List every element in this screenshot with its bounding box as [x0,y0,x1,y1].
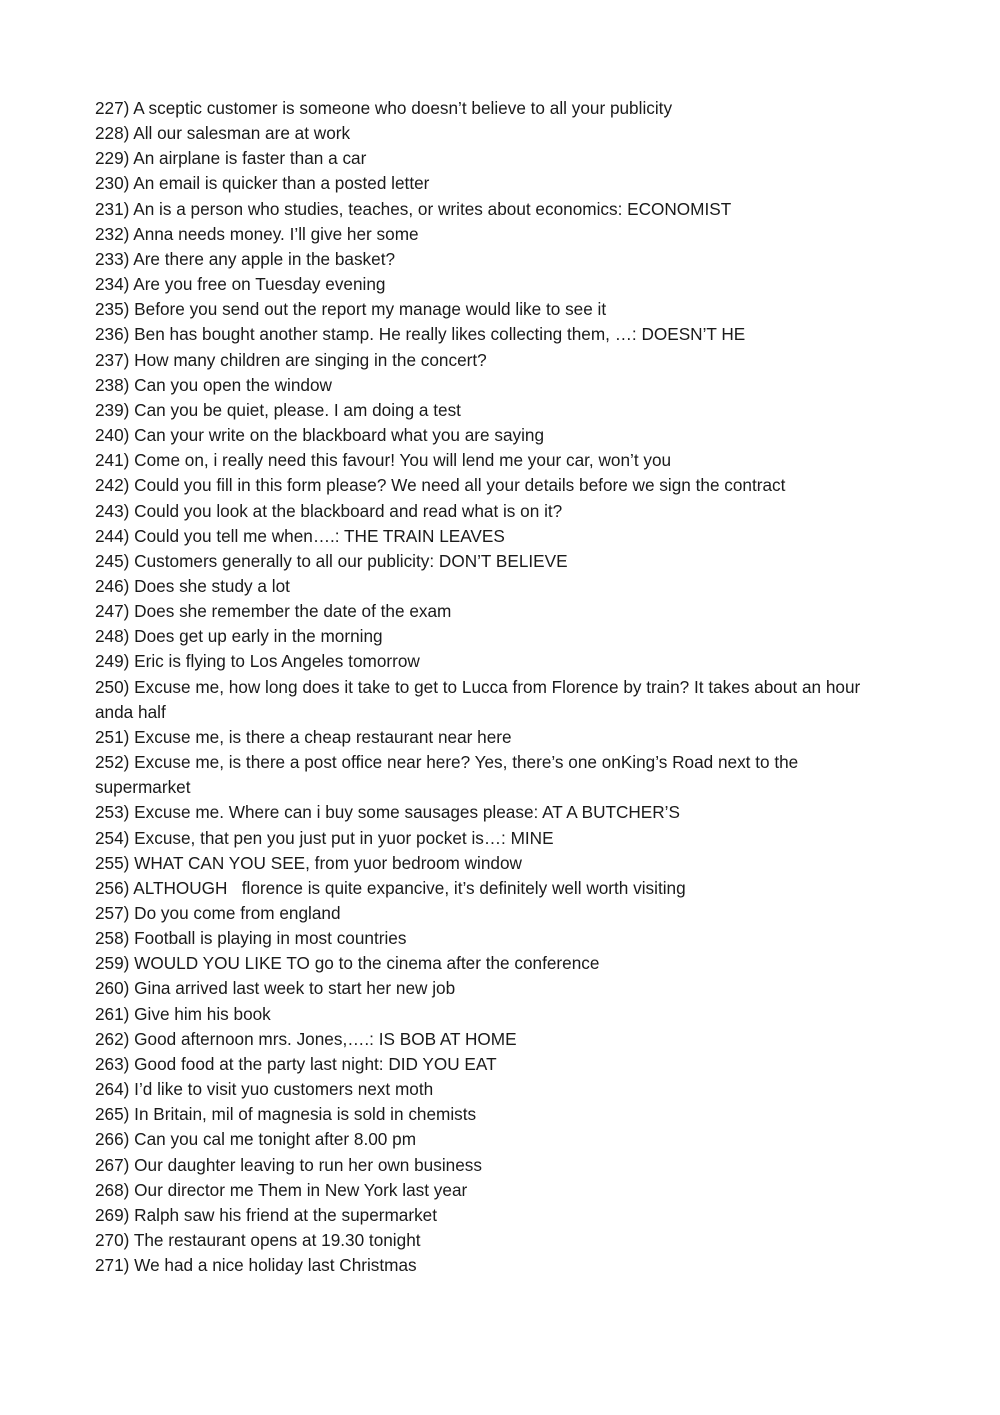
sentence-line: 263) Good food at the party last night: DID YOU EAT [95,1053,497,1074]
numbered-sentence-list [95,96,895,1278]
sentence-line: 230) An email is quicker than a posted letter [95,173,430,194]
sentence-line: 229) An airplane is faster than a car [95,148,367,169]
sentence-line: 268) Our director me Them in New York last year [95,1179,468,1200]
sentence-line: 241) Come on, i really need this favour! You will lend me your car, won’t you [95,450,672,471]
sentence-line: 247) Does she remember the date of the exam [95,601,452,622]
sentence-line: 236) Ben has bought another stamp. He really likes collecting them, …: DOESN’T HE [95,324,746,345]
sentence-line: 243) Could you look at the blackboard and read what is on it? [95,500,563,521]
sentence-line: 244) Could you tell me when….: THE TRAIN LEAVES [95,525,505,546]
sentence-line: 232) Anna needs money. I’ll give her some [95,223,419,244]
sentence-line: 237) How many children are singing in the concert? [95,349,487,370]
sentence-line: 260) Gina arrived last week to start her new job [95,978,456,999]
sentence-line: 239) Can you be quiet, please. I am doing a test [95,399,461,420]
sentence-line: 228) All our salesman are at work [95,123,351,144]
sentence-line: 258) Football is playing in most countries [95,928,407,949]
sentence-line: 253) Excuse me. Where can i buy some sausages please: AT A BUTCHER’S [95,802,680,823]
sentence-line: 269) Ralph saw his friend at the supermarket [95,1204,438,1225]
sentence-line: 248) Does get up early in the morning [95,626,383,647]
sentence-line: 240) Can your write on the blackboard what you are saying [95,425,545,446]
sentence-line: 235) Before you send out the report my manage would like to see it [95,299,607,320]
sentence-line: 266) Can you cal me tonight after 8.00 pm [95,1129,417,1150]
sentence-line: 250) Excuse me, how long does it take to get to Lucca from Florence by train? It takes about an hour anda half [95,676,866,722]
sentence-line: 227) A sceptic customer is someone who doesn’t believe to all your publicity [95,98,673,118]
sentence-line: 245) Customers generally to all our publicity: DON’T BELIEVE [95,550,568,571]
sentence-line: 257) Do you come from england [95,903,341,923]
sentence-line: 254) Excuse, that pen you just put in yuor pocket is…: MINE [95,827,554,848]
sentence-line: 233) Are there any apple in the basket? [95,248,396,269]
sentence-line: 252) Excuse me, is there a post office near here? Yes, there’s one onKing’s Road next to the supermarket [95,752,804,798]
sentence-line: 256) ALTHOUGH florence is quite expancive, it’s definitely well worth visiting [95,877,686,898]
sentence-line: 264) I’d like to visit yuo customers next moth [95,1079,434,1100]
sentence-line: 246) Does she study a lot [95,575,290,596]
sentence-line: 249) Eric is flying to Los Angeles tomorrow [95,651,420,672]
sentence-line: 238) Can you open the window [95,374,332,395]
sentence-line: 270) The restaurant opens at 19.30 tonight [95,1230,421,1251]
sentence-line: 251) Excuse me, is there a cheap restaurant near here [95,726,512,747]
sentence-line: 267) Our daughter leaving to run her own business [95,1154,482,1175]
sentence-line: 259) WOULD YOU LIKE TO go to the cinema after the conference [95,953,600,974]
sentence-line: 262) Good afternoon mrs. Jones,….: IS BOB AT HOME [95,1028,517,1049]
sentence-line: 231) An is a person who studies, teaches, or writes about economics: ECONOMIST [95,198,732,219]
sentence-line: 261) Give him his book [95,1003,271,1024]
sentence-line: 255) WHAT CAN YOU SEE, from yuor bedroom window [95,852,522,873]
sentence-line: 234) Are you free on Tuesday evening [95,274,386,295]
sentence-line: 242) Could you fill in this form please? We need all your details before we sign the contract [95,475,786,496]
sentence-line: 271) We had a nice holiday last Christmas [95,1255,417,1276]
sentence-line: 265) In Britain, mil of magnesia is sold in chemists [95,1104,477,1125]
